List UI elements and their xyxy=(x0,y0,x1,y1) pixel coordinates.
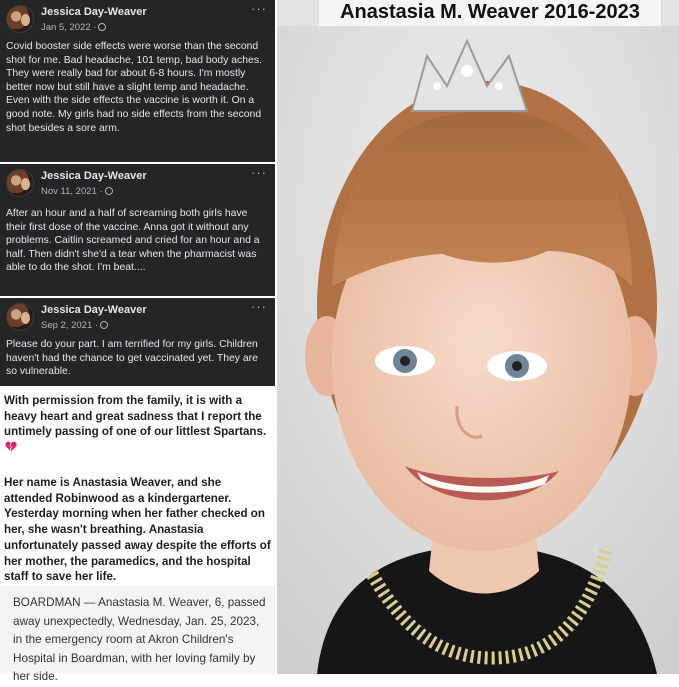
announcement-text-1: With permission from the family, it is with a heavy heart and great sadness that I report the untimely passing of one of our littlest Spartans. xyxy=(4,394,267,439)
broken-heart-icon xyxy=(5,441,17,452)
globe-icon xyxy=(98,23,106,31)
globe-icon xyxy=(100,321,108,329)
post-text: Covid booster side effects were worse than the second shot for me. Bad headache, 101 temp, bad body aches. They were really bad for about 6-8 hours. I'm mostly better now but still have a slight temp and headache. Even with the side effects the vaccine is worth it. On a good note. My girls had no side effects from the second shot besides a sore arm. xyxy=(6,41,262,134)
post-text: Please do your part. I am terrified for my girls. Children haven't had the chance to get vaccinated yet. They are so vulnerable. xyxy=(6,339,258,378)
post-date-text[interactable]: Jan 5, 2022 · xyxy=(41,22,97,33)
post-date[interactable] xyxy=(41,320,108,331)
photo-caption-title: Anastasia M. Weaver 2016-2023 xyxy=(319,0,661,26)
announcement-paragraph-2: Her name is Anastasia Weaver, and she attended Robinwood as a kindergartener. Yesterday morning when her father checked on her, she wasn't breathing. Anastasia unfortunately passed away despite the efforts of her mother, the paramedics, and the hospital staff to save her life. xyxy=(4,476,271,584)
post-header xyxy=(6,299,269,335)
obituary-text: BOARDMAN — Anastasia M. Weaver, 6, passed away unexpectedly, Wednesday, Jan. 25, 2023, in the emergency room at Akron Children's Hospital in Boardman, with her loving family by her side. xyxy=(13,596,266,684)
avatar-icon[interactable] xyxy=(6,169,34,197)
facebook-post-3 xyxy=(0,298,275,386)
post-author[interactable]: Jessica Day-Weaver xyxy=(41,304,147,316)
announcement-paragraph-1 xyxy=(4,393,272,456)
post-date-text[interactable]: Nov 11, 2021 · xyxy=(41,186,103,197)
post-date[interactable] xyxy=(41,186,113,197)
post-date[interactable] xyxy=(41,22,106,33)
avatar-icon[interactable] xyxy=(6,5,34,33)
memorial-photo xyxy=(277,0,679,674)
post-header xyxy=(6,165,269,201)
more-options-icon[interactable]: ··· xyxy=(251,1,267,16)
child-portrait-image xyxy=(277,26,679,674)
post-text: After an hour and a half of screaming both girls have their first dose of the vaccine. Anna got it without any problems. Caitlin screamed and cried for an hour and a half. Then didn't she'd a tear when the pharmacist was able to do the shot. I'm beat.... xyxy=(6,208,260,274)
post-date-text[interactable]: Sep 2, 2021 · xyxy=(41,320,99,331)
facebook-post-1 xyxy=(0,0,275,162)
more-options-icon[interactable]: ··· xyxy=(251,299,267,314)
post-header xyxy=(6,1,269,37)
globe-icon xyxy=(105,187,113,195)
avatar-icon[interactable] xyxy=(6,303,34,331)
facebook-post-2 xyxy=(0,164,275,296)
post-author[interactable]: Jessica Day-Weaver xyxy=(41,170,147,182)
post-author[interactable]: Jessica Day-Weaver xyxy=(41,6,147,18)
more-options-icon[interactable]: ··· xyxy=(251,165,267,180)
school-announcement xyxy=(0,386,275,586)
obituary-excerpt xyxy=(0,586,275,684)
